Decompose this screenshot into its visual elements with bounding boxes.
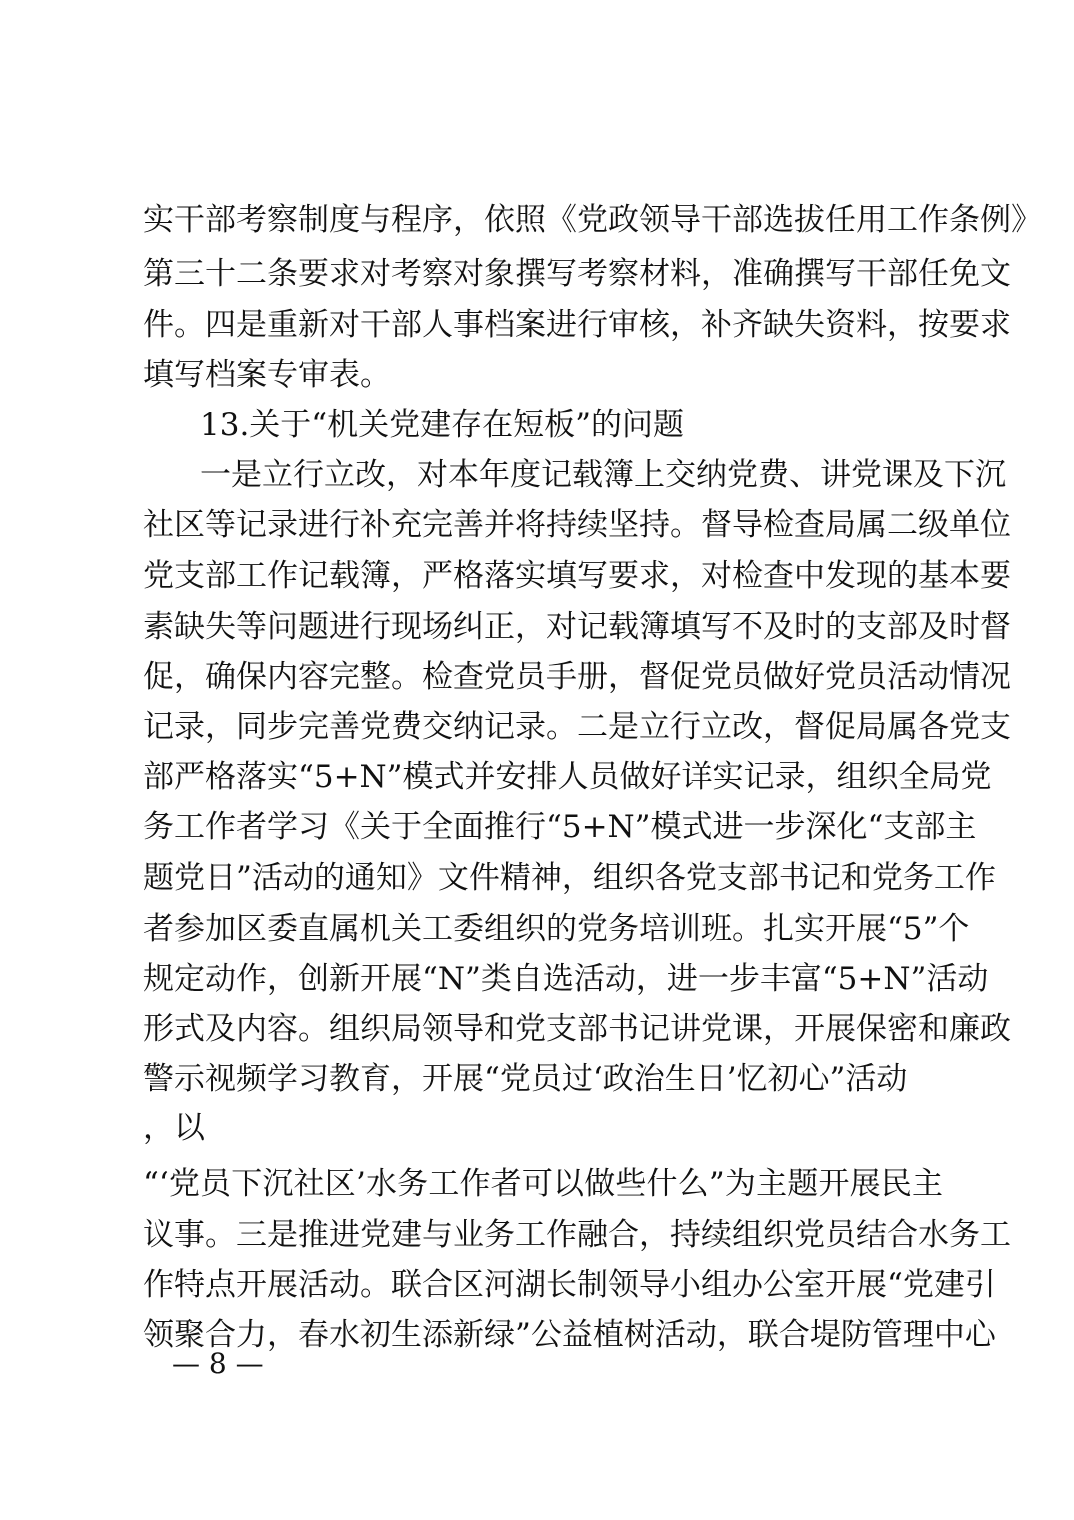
body-text-line: 者参加区委直属机关工委组织的党务培训班。扎实开展“5”个 [143,911,970,947]
body-text-line: 党支部工作记载簿，严格落实填写要求，对检查中发现的基本要 [143,558,1011,594]
body-text-line: 作特点开展活动。联合区河湖长制领导小组办公室开展“党建引 [143,1267,996,1303]
body-text-line: ，以 [143,1110,205,1146]
body-text-line: 记录，同步完善党费交纳记录。二是立行立改，督促局属各党支 [143,709,1011,745]
body-text-line: 实干部考察制度与程序，依照《党政领导干部选拔任用工作条例》 [143,202,1042,238]
body-text-line: 形式及内容。组织局领导和党支部书记讲党课，开展保密和廉政 [143,1011,1011,1047]
body-text-line: 议事。三是推进党建与业务工作融合，持续组织党员结合水务工 [143,1217,1011,1253]
body-text-line: 题党日”活动的通知》文件精神，组织各党支部书记和党务工作 [143,860,996,896]
page-number: — 8 — [172,1347,264,1380]
section-heading: 13.关于“机关党建存在短板”的问题 [200,407,684,443]
body-text-line: 社区等记录进行补充完善并将持续坚持。督导检查局属二级单位 [143,507,1011,543]
body-text-line: 促，确保内容完整。检查党员手册，督促党员做好党员活动情况 [143,659,1011,695]
body-text-line: 部严格落实“5+N”模式并安排人员做好详实记录，组织全局党 [143,759,992,795]
body-text-line: 务工作者学习《关于全面推行“5+N”模式进一步深化“支部主 [143,809,977,845]
body-text-line: “‘党员下沉社区’水务工作者可以做些什么”为主题开展民主 [143,1166,943,1202]
body-text-line: 规定动作，创新开展“N”类自选活动，进一步丰富“5+N”活动 [143,961,989,997]
body-text-line: 第三十二条要求对考察对象撰写考察材料，准确撰写干部任免文 [143,256,1011,292]
body-text-line: 件。四是重新对干部人事档案进行审核，补齐缺失资料，按要求 [143,307,1011,343]
body-text-line: 填写档案专审表。 [143,357,391,393]
paragraph-first-line: 一是立行立改，对本年度记载簿上交纳党费、讲党课及下沉 [200,457,1006,493]
body-text-line: 领聚合力，春水初生添新绿”公益植树活动，联合堤防管理中心 [143,1317,996,1353]
body-text-line: 警示视频学习教育，开展“党员过‘政治生日’忆初心”活动 [143,1061,908,1097]
body-text-line: 素缺失等问题进行现场纠正，对记载簿填写不及时的支部及时督 [143,609,1011,645]
